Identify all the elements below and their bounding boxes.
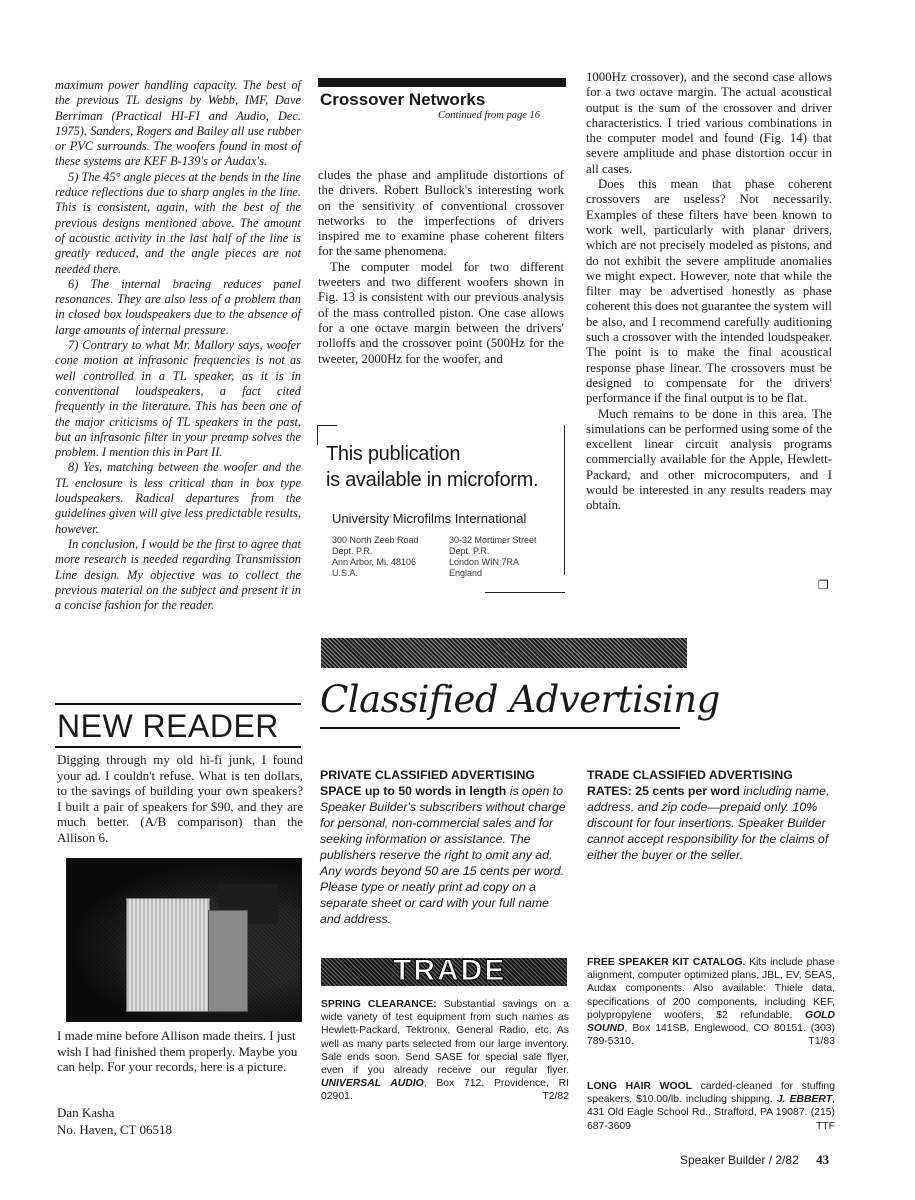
address-line: England [449,568,483,578]
address-line: 300 North Zeeb Road [332,535,419,545]
crossover-title: Crossover Networks [320,90,486,109]
address-line: U.S.A. [332,568,359,578]
signature [57,1104,172,1138]
col3-paragraph: Does this mean that phase coherent crossovers are useless? Not necessarily. Examples of these filters have been known to work well, particularly with planar drivers, which are not precisely modeled as pistons, and do not exhibit the severe amplitude anomalies we might expect. However, note that while the filter may be advertised honestly as phase coherent this does not guarantee the system will be also, and I recommend carefully auditioning such a crossover with the intended loudspeaker. The point is to make the final acoustical response phase linear. The crossovers must be designed to compensate for the drivers' performance if the final output is to be flat. [586,177,832,406]
ad-head: FREE SPEAKER KIT CATALOG. [587,957,746,968]
col1-paragraph: maximum power handling capacity. The best of the previous TL designs by Webb, IMF, Dave Berriman (Practical HI-FI and Audio, Dec. 1975), Sanders, Rogers and Bailey all use rubber or PVC surrounds. The woofers found in most of these systems are KEF B-139's or Audax's. [55,78,301,169]
ad-advertiser: UNIVERSAL AUDIO [321,1078,424,1090]
ad-advertiser: GOLD SOUND [587,1009,835,1035]
microform-company: University Microfilms International [332,511,527,526]
crossover-rule [318,78,566,87]
private-classified-head: PRIVATE CLASSIFIED ADVERTISING SPACE up to 50 words in length [320,768,535,798]
ad-head: LONG HAIR WOOL [587,1081,693,1092]
address-line: London WIN 7RA [449,557,520,567]
ad-body: carded-cleaned for stuffing speakers. $10.00/lb. including shipping. [587,1081,835,1106]
microform-headline [326,441,538,493]
ad-address: , 431 Old Eagle School Rd., Strafford, PA 19087. (215) 687-3609 [587,1094,835,1132]
ad-advertiser: J. EBBERT [776,1094,833,1106]
col1-paragraph: 7) Contrary to what Mr. Mallory says, woofer cone motion at infrasonic frequencies is not as well controlled in a TL speaker, as it is in conventional loudspeakers, a fact cited frequently in the literature. This has been one of the major criticisms of TL speakers in the past, but an infrasonic filter in your preamp solves the problem. I mention this in Part II. [55,338,301,460]
ad-spring-clearance [321,998,569,1104]
trade-classified-head: TRADE CLASSIFIED ADVERTISING RATES: 25 cents per word [587,768,793,798]
column-3-text [586,70,832,514]
col3-paragraph: 1000Hz crossover), and the second case allows for a two octave margin. The actual acoustical output is the sum of the crossover and driver characteristics. I tried various combinations in the computer model and found (Fig. 14) that severe amplitude and phase distortion occur in all cases. [586,70,832,176]
address-line: 30-32 Mortimer Street [449,535,537,545]
classified-banner-bar [321,638,687,668]
col1-paragraph: In conclusion, I would be the first to agree that more research is needed regarding Transmission Line design. My objective was to collect the previous material on the subject and present it in a concise fashion for the reader. [55,536,301,613]
ad-address: , Box 712, Providence, RI 02901. [321,1078,569,1103]
signature-name: Dan Kasha [57,1105,115,1120]
new-reader-after: I made mine before Allison made theirs. I just wish I had finished them properly. Maybe you can help. For your records, here is a picture. [57,1028,298,1074]
microform-line-1: This publication [326,443,461,465]
ad-body: Substantial savings on a wide variety of test equipment from such names as Hewlett-Packard, Tektronix, General Radio, etc. As well as many parts selected from our large inventory. Sale ends soon. Send SASE for special sale flyer, even if you already receive our regular flyer. [321,999,569,1077]
footer-publication: Speaker Builder / 2/82 [680,1153,799,1167]
ad-long-hair-wool [587,1080,835,1133]
classified-rule [320,727,680,729]
page-number: 43 [816,1152,830,1167]
private-classified-info [320,767,570,927]
microform-address-us [332,535,419,579]
address-line: Ann Arbor, Mi. 48106 [332,557,417,567]
microform-line-2: is available in microform. [326,469,539,491]
microform-address-uk [449,535,537,579]
ad-head: SPRING CLEARANCE: [321,999,437,1010]
speaker-photo [66,858,302,1022]
ad-code: T2/82 [542,1091,569,1103]
private-classified-body: is open to Speaker Builder's subscribers without charge for personal, non-commercial sales and for seeking information or assistance. The publishers reserve the right to omit any ad. Any words beyond 50 are 15 cents per word. Please type or neatly print ad copy on a separate sheet or card with your full name and address. [320,784,566,926]
end-mark-icon: ❐ [818,578,829,592]
trade-banner [321,954,567,987]
signature-place: No. Haven, CT 06518 [57,1122,172,1137]
col1-paragraph: 8) Yes, matching between the woofer and the TL enclosure is less critical than in box type loudspeakers. Radical departures from the guidelines given will give less predictable results, however. [55,460,301,536]
ad-free-speaker-kit [587,956,835,1048]
trade-classified-body: including name, address, and zip code—prepaid only. 10% discount for four insertions. Speaker Builder cannot accept responsibility for the claims of either the buyer or the seller. [587,784,830,862]
column-1-text [55,78,301,613]
ad-body: Kits include phase alignment, computer optimized plans, JBL, EV, SEAS, Audax components. Also available: Thiele data, specifications of 200 components, including KEF, polypropylene woofers, $2 refundable. [587,957,835,1021]
col1-paragraph: 6) The internal bracing reduces panel resonances. They are also less of a problem than in closed box loudspeakers due to the absence of large amounts of internal pressure. [55,276,301,337]
classified-title: Classified Advertising [320,678,720,721]
new-reader-rule-bottom [55,746,301,748]
ad-code: TTF [815,1120,835,1132]
ad-address: , Box 141SB, Englewood, CO 80151. (303) 789-5310. [587,1023,835,1048]
page-footer [680,1152,829,1168]
column-2-text [318,168,564,367]
col2-paragraph: cludes the phase and amplitude distortions of the drivers. Robert Bullock's interesting work on the sensitivity of conventional crossover networks to the imperfections of drivers inspired me to examine phase coherent filters for the same phenomena. [318,168,564,259]
col1-paragraph: 5) The 45° angle pieces at the bends in the line reduce reflections due to sharp angles in the line. This is consistent, again, with the best of the previous designs mentioned above. The amount of acoustic activity in the last half of the line is greatly reduced, and the angle pieces are not needed there. [55,169,301,276]
ad-code: T1/83 [808,1036,835,1048]
new-reader-title: NEW READER [57,708,279,744]
col2-paragraph: The computer model for two different tweeters and two different woofers shown in Fig. 13 is consistent with our previous analysis of the mass controlled piston. One case allows for a one octave margin between the drivers' rolloffs and the crossover point (500Hz for the tweeter, 2000Hz for the woofer, and [318,259,564,366]
continued-from-label: Continued from page 16 [438,110,540,121]
new-reader-rule [55,703,301,705]
new-reader-body: Digging through my old hi-fi junk, I found your ad. I couldn't refuse. What is ten dollars, to the savings of building your own speakers? I built a pair of speakers for $90, and they are much better. (A/B comparison) than the Allison 6. [57,752,303,845]
trade-banner-text: TRADE [393,954,507,987]
trade-classified-info [587,767,835,863]
address-line: Dept. P.R. [449,546,490,556]
col3-paragraph: Much remains to be done in this area. The simulations can be performed using some of the excellent linear circuit analysis programs commercially available for the Apple, Hewlett-Packard, and other microcomputers, and I would be interested in any results readers may obtain. [586,406,832,513]
address-line: Dept. P.R. [332,546,373,556]
microform-ad [317,425,565,593]
